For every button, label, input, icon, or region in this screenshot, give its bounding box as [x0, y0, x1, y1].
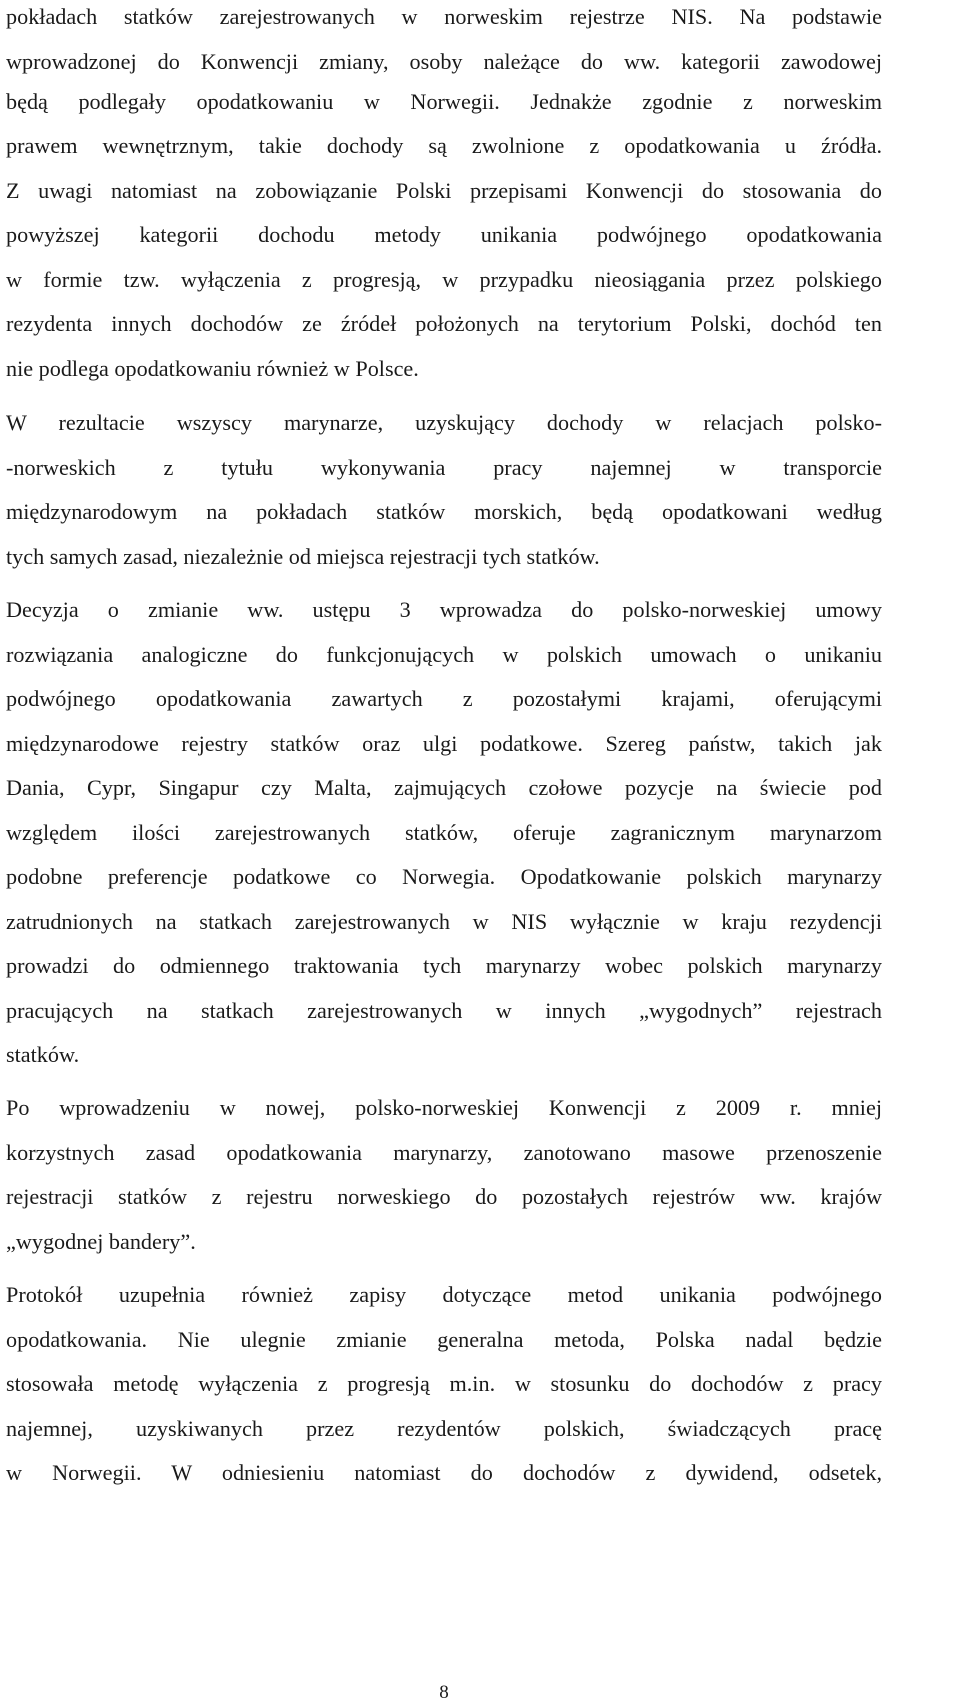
- text-line: „wygodnej bandery”.: [6, 1229, 196, 1254]
- text-line: pokładach statków zarejestrowanych w norweskim rejestrze NIS. Na podstawie: [6, 4, 882, 29]
- text-line: rozwiązania analogiczne do funkcjonujących w polskich umowach o unikaniu: [6, 642, 882, 667]
- text-line: Protokół uzupełnia również zapisy dotyczące metod unikania podwójnego: [6, 1282, 882, 1307]
- text-line: w Norwegii. W odniesieniu natomiast do dochodów z dywidend, odsetek,: [6, 1460, 882, 1485]
- text-line: podwójnego opodatkowania zawartych z pozostałymi krajami, oferującymi: [6, 686, 882, 711]
- text-line: międzynarodowe rejestry statków oraz ulgi podatkowe. Szereg państw, takich jak: [6, 731, 882, 756]
- text-line: podobne preferencje podatkowe co Norwegia. Opodatkowanie polskich marynarzy: [6, 864, 882, 889]
- text-line: W rezultacie wszyscy marynarze, uzyskujący dochody w relacjach polsko-: [6, 410, 882, 435]
- text-line: nie podlega opodatkowaniu również w Polsce.: [6, 356, 419, 381]
- text-line: -norweskich z tytułu wykonywania pracy najemnej w transporcie: [6, 455, 882, 480]
- text-line: rejestracji statków z rejestru norweskiego do pozostałych rejestrów ww. krajów: [6, 1184, 882, 1209]
- text-line: międzynarodowym na pokładach statków morskich, będą opodatkowani według: [6, 499, 882, 524]
- text-line: wprowadzonej do Konwencji zmiany, osoby należące do ww. kategorii zawodowej: [6, 49, 882, 74]
- text-line: opodatkowania. Nie ulegnie zmianie generalna metoda, Polska nadal będzie: [6, 1327, 882, 1352]
- text-line: rezydenta innych dochodów ze źródeł położonych na terytorium Polski, dochód ten: [6, 311, 882, 336]
- text-line: stosowała metodę wyłączenia z progresją m.in. w stosunku do dochodów z pracy: [6, 1371, 882, 1396]
- text-line: prowadzi do odmiennego traktowania tych marynarzy wobec polskich marynarzy: [6, 953, 882, 978]
- text-line: statków.: [6, 1042, 80, 1067]
- text-line: prawem wewnętrznym, takie dochody są zwolnione z opodatkowania u źródła.: [6, 133, 882, 158]
- text-line: zatrudnionych na statkach zarejestrowanych w NIS wyłącznie w kraju rezydencji: [6, 909, 882, 934]
- text-line: Po wprowadzeniu w nowej, polsko-norweskiej Konwencji z 2009 r. mniej: [6, 1095, 882, 1120]
- text-line: tych samych zasad, niezależnie od miejsca rejestracji tych statków.: [6, 544, 600, 569]
- text-line: pracujących na statkach zarejestrowanych w innych „wygodnych” rejestrach: [6, 998, 882, 1023]
- text-line: korzystnych zasad opodatkowania marynarzy, zanotowano masowe przenoszenie: [6, 1140, 882, 1165]
- text-line: Z uwagi natomiast na zobowiązanie Polski przepisami Konwencji do stosowania do: [6, 178, 882, 203]
- text-line: względem ilości zarejestrowanych statków, oferuje zagranicznym marynarzom: [6, 820, 882, 845]
- text-line: Dania, Cypr, Singapur czy Malta, zajmujących czołowe pozycje na świecie pod: [6, 775, 882, 800]
- text-line: Decyzja o zmianie ww. ustępu 3 wprowadza do polsko-norweskiej umowy: [6, 597, 882, 622]
- text-line: najemnej, uzyskiwanych przez rezydentów polskich, świadczących pracę: [6, 1416, 882, 1441]
- page-number: 8: [439, 1682, 449, 1703]
- text-line: będą podlegały opodatkowaniu w Norwegii. Jednakże zgodnie z norweskim: [6, 89, 882, 114]
- text-line: powyższej kategorii dochodu metody unikania podwójnego opodatkowania: [6, 222, 882, 247]
- text-line: w formie tzw. wyłączenia z progresją, w przypadku nieosiągania przez polskiego: [6, 267, 882, 292]
